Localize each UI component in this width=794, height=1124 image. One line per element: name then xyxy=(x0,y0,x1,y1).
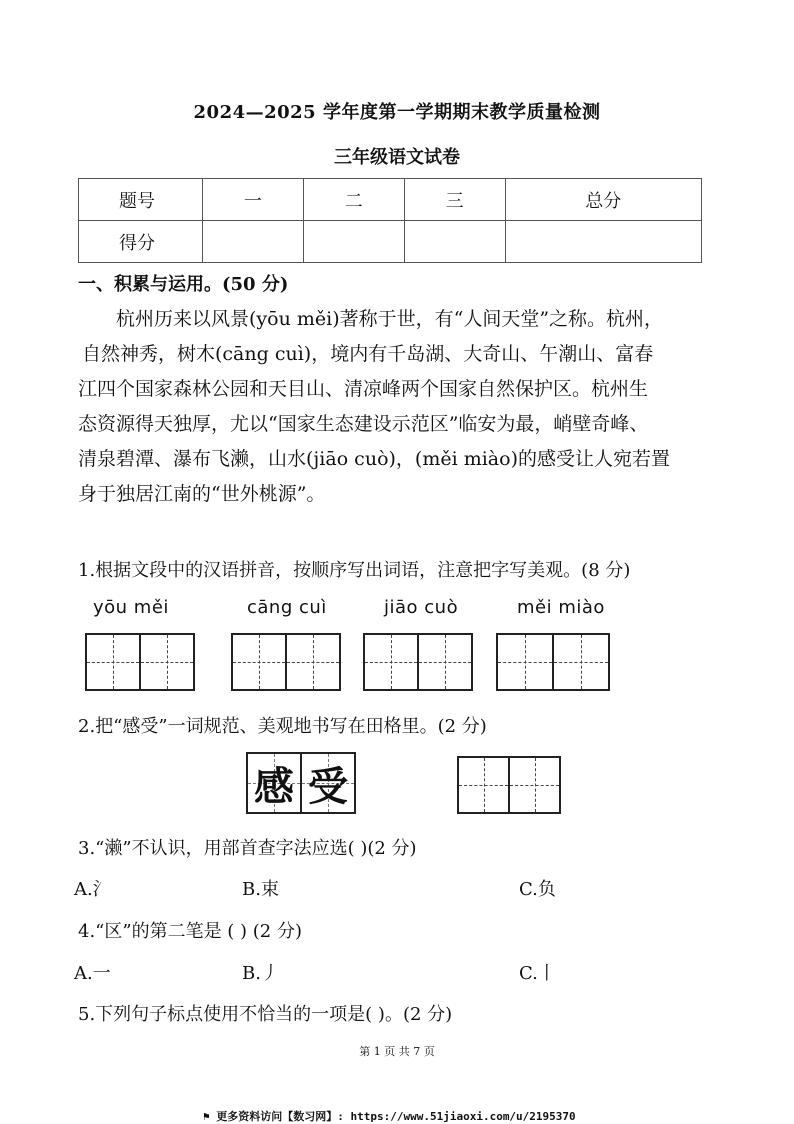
grid-cell[interactable] xyxy=(508,758,559,812)
grid-cell[interactable] xyxy=(552,635,608,689)
pinyin-label: yōu měi xyxy=(93,597,169,618)
option-b[interactable]: B.丿 xyxy=(242,963,279,984)
option-a[interactable]: A.一 xyxy=(74,963,111,984)
table-cell: 三 xyxy=(404,179,505,221)
flag-icon: ⚑ xyxy=(203,1110,217,1123)
writing-grid[interactable] xyxy=(363,633,473,691)
model-char-cell xyxy=(248,754,300,812)
paragraph-line: 身于独居江南的“世外桃源”。 xyxy=(78,483,326,505)
pinyin-label: cāng cuì xyxy=(247,597,327,618)
table-cell: 一 xyxy=(203,179,304,221)
grid-cell[interactable] xyxy=(498,635,552,689)
model-char: 感 xyxy=(254,762,294,810)
pinyin-label: měi miào xyxy=(517,597,605,618)
score-table xyxy=(78,178,702,263)
score-input-cell[interactable] xyxy=(505,221,701,263)
grid-cell[interactable] xyxy=(459,758,508,812)
writing-grid[interactable] xyxy=(85,633,195,691)
grid-cell[interactable] xyxy=(87,635,139,689)
writing-grid[interactable] xyxy=(457,756,561,814)
promo-text: 更多资料访问【数习网】: https://www.51jiaoxi.com/u/2195370 xyxy=(216,1110,576,1123)
question-4: 4.“区”的第二笔是 ( ) (2 分) xyxy=(78,921,303,942)
question-5: 5.下列句子标点使用不恰当的一项是( )。(2 分) xyxy=(78,1004,453,1025)
promo-link[interactable] xyxy=(203,1108,576,1124)
table-cell: 二 xyxy=(303,179,404,221)
grid-cell[interactable] xyxy=(417,635,471,689)
question-1: 1.根据文段中的汉语拼音，按顺序写出词语，注意把字写美观。(8 分) xyxy=(78,560,631,581)
option-a[interactable]: A.氵 xyxy=(74,879,111,900)
paragraph-line: 杭州历来以风景(yōu měi)著称于世，有“人间天堂”之称。杭州， xyxy=(116,308,664,330)
score-input-cell[interactable] xyxy=(404,221,505,263)
writing-grid[interactable] xyxy=(231,633,341,691)
paragraph-line: 清泉碧潭、瀑布飞濑，山水(jiāo cuò)，(měi miào)的感受让人宛若置 xyxy=(78,448,670,470)
question-2: 2.把“感受”一词规范、美观地书写在田格里。(2 分) xyxy=(78,716,487,737)
paragraph-line: 态资源得天独厚，尤以“国家生态建设示范区”临安为最，峭壁奇峰、 xyxy=(78,413,649,435)
table-cell: 题号 xyxy=(79,179,203,221)
table-row xyxy=(79,179,702,221)
model-char-cell xyxy=(300,754,354,812)
option-c[interactable]: C.负 xyxy=(519,879,556,900)
option-c[interactable]: C.丨 xyxy=(519,963,556,984)
model-characters-grid xyxy=(246,752,356,814)
grid-cell[interactable] xyxy=(139,635,193,689)
exam-subtitle: 三年级语文试卷 xyxy=(334,147,460,168)
score-input-cell[interactable] xyxy=(303,221,404,263)
paragraph-line: 江四个国家森林公园和天目山、清凉峰两个国家自然保护区。杭州生 xyxy=(78,378,649,400)
pinyin-label: jiāo cuò xyxy=(384,597,459,618)
paragraph-line: 自然神秀，树木(cāng cuì)，境内有千岛湖、大奇山、午潮山、富春 xyxy=(82,343,654,365)
grid-cell[interactable] xyxy=(233,635,285,689)
grid-cell[interactable] xyxy=(365,635,417,689)
section-heading: 一、积累与运用。(50 分) xyxy=(78,274,289,295)
model-char: 受 xyxy=(308,762,348,810)
question-3: 3.“濑”不认识，用部首查字法应选( )(2 分) xyxy=(78,838,417,859)
score-input-cell[interactable] xyxy=(203,221,304,263)
table-row xyxy=(79,221,702,263)
page-number: 第 1 页 共 7 页 xyxy=(359,1045,435,1058)
exam-title: 2024—2025 学年度第一学期期末教学质量检测 xyxy=(193,102,601,123)
option-b[interactable]: B.束 xyxy=(242,879,279,900)
reading-paragraph xyxy=(78,302,726,512)
grid-cell[interactable] xyxy=(285,635,339,689)
table-cell: 总分 xyxy=(505,179,701,221)
writing-grid[interactable] xyxy=(496,633,610,691)
table-cell: 得分 xyxy=(79,221,203,263)
